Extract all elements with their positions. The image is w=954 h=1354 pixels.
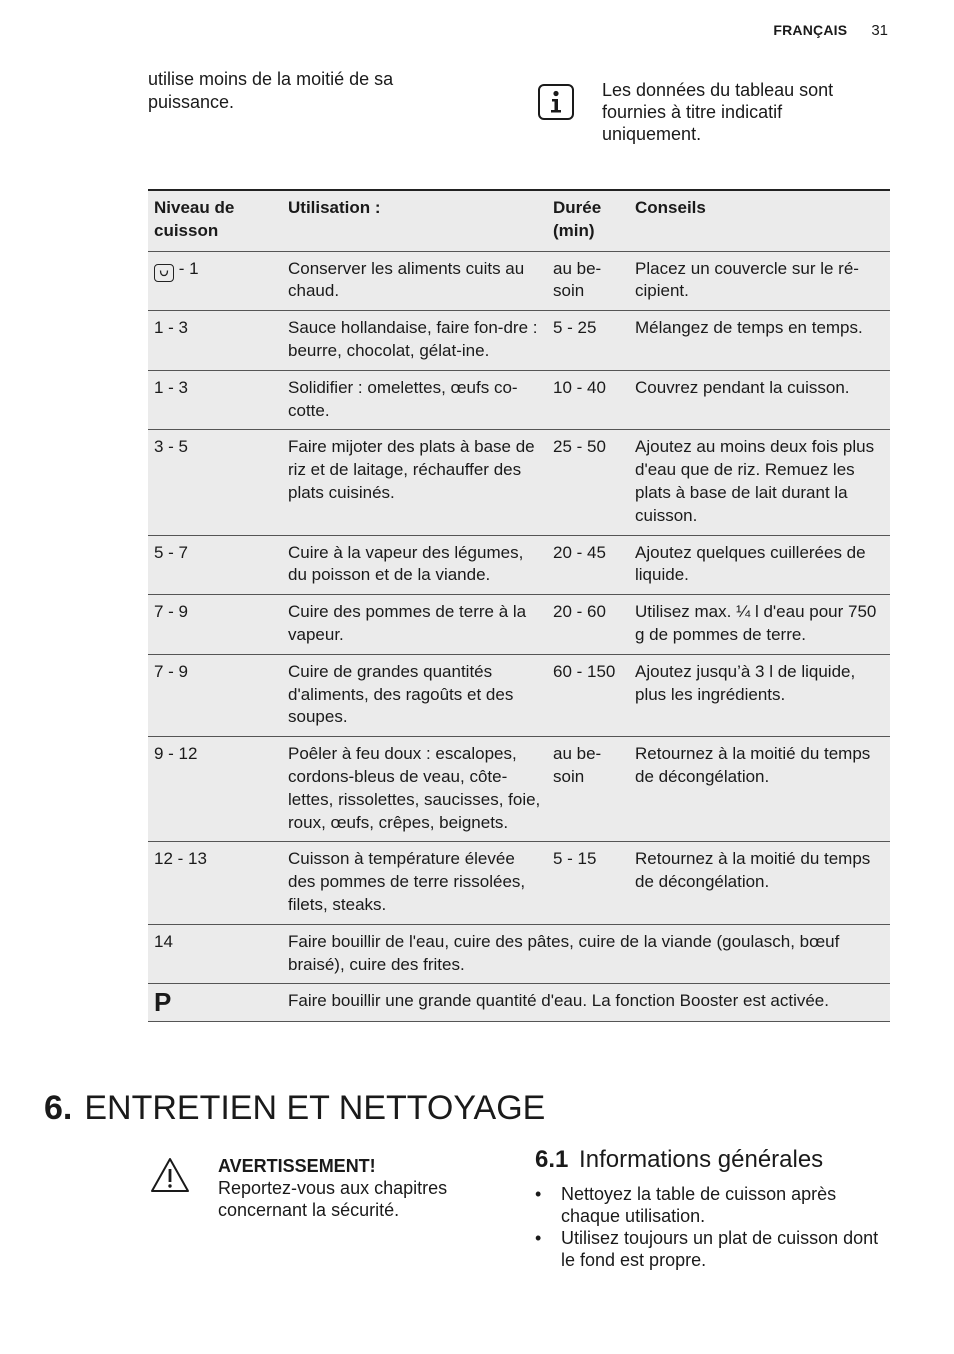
warning-title: AVERTISSEMENT! (218, 1156, 376, 1176)
usage-cell: Cuire à la vapeur des légumes, du poisson et de la viande. (282, 535, 547, 595)
level-cell: 14 (148, 924, 282, 984)
page-header (773, 22, 888, 39)
usage-cell: Cuisson à température élevée des pommes de terre rissolées, filets, steaks. (282, 842, 547, 924)
table-row (148, 430, 890, 535)
header-level: Niveau de cuisson (148, 190, 282, 251)
usage-cell: Faire mijoter des plats à base de riz et de laitage, réchauffer des plats cuisinés. (282, 430, 547, 535)
usage-cell: Sauce hollandaise, faire fon-dre : beurre, chocolat, gélat-ine. (282, 311, 547, 371)
tips-cell: Utilisez max. ¼ l d'eau pour 750 g de pommes de terre. (629, 595, 890, 655)
usage-cell: Cuire de grandes quantités d'aliments, des ragoûts et des soupes. (282, 654, 547, 736)
duration-cell: 20 - 45 (547, 535, 629, 595)
warning-note (150, 1155, 470, 1221)
list-item: • Utilisez toujours un plat de cuisson dont le fond est propre. (535, 1227, 895, 1271)
table-header-row (148, 190, 890, 251)
header-language: FRANÇAIS (773, 22, 848, 38)
section-title-text: ENTRETIEN ET NETTOYAGE (84, 1089, 546, 1127)
tips-cell: Placez un couvercle sur le ré-cipient. (629, 251, 890, 311)
usage-cell: Solidifier : omelettes, œufs co-cotte. (282, 370, 547, 430)
usage-cell: Faire bouillir de l'eau, cuire des pâtes, cuire de la viande (goulasch, bœuf braisé), cuire des frites. (282, 924, 890, 984)
table-row (148, 842, 890, 924)
intro-text: utilise moins de la moitié de sa puissance. (148, 69, 394, 112)
subsection-title (535, 1143, 895, 1177)
level-cell: 7 - 9 (148, 595, 282, 655)
table-row (148, 535, 890, 595)
bullet-list (535, 1183, 895, 1271)
info-note (538, 79, 888, 145)
table-row (148, 654, 890, 736)
keep-warm-icon (154, 264, 174, 282)
usage-cell: Poêler à feu doux : escalopes, cordons-bleus de veau, côte-lettes, rissolettes, saucisses, foie, roux, œufs, crêpes, beignets. (282, 737, 547, 842)
info-icon (538, 84, 574, 120)
tips-cell: Mélangez de temps en temps. (629, 311, 890, 371)
warning-text: Reportez-vous aux chapitres concernant la sécurité. (218, 1178, 448, 1220)
usage-cell: Conserver les aliments cuits au chaud. (282, 251, 547, 311)
cooking-table (148, 189, 890, 1022)
header-duration: Durée (min) (547, 190, 629, 251)
header-usage: Utilisation : (282, 190, 547, 251)
duration-cell: 20 - 60 (547, 595, 629, 655)
table-row (148, 737, 890, 842)
tips-cell: Retournez à la moitié du temps de décongélation. (629, 737, 890, 842)
level-cell: 7 - 9 (148, 654, 282, 736)
tips-cell: Ajoutez quelques cuillerées de liquide. (629, 535, 890, 595)
level-cell: 5 - 7 (148, 535, 282, 595)
list-item: • Nettoyez la table de cuisson après chaque utilisation. (535, 1183, 895, 1227)
tips-cell: Retournez à la moitié du temps de décongélation. (629, 842, 890, 924)
usage-cell: Cuire des pommes de terre à la vapeur. (282, 595, 547, 655)
tips-cell: Ajoutez jusqu’à 3 l de liquide, plus les ingrédients. (629, 654, 890, 736)
level-value: - 1 (178, 258, 199, 278)
table-row (148, 595, 890, 655)
level-cell: 9 - 12 (148, 737, 282, 842)
booster-symbol: P (148, 984, 282, 1022)
level-cell: 1 - 3 (148, 311, 282, 371)
tips-cell: Couvrez pendant la cuisson. (629, 370, 890, 430)
level-cell: 12 - 13 (148, 842, 282, 924)
level-cell: 3 - 5 (148, 430, 282, 535)
level-cell: 1 - 3 (148, 370, 282, 430)
table-row (148, 251, 890, 311)
duration-cell: 10 - 40 (547, 370, 629, 430)
table-row (148, 984, 890, 1022)
level-cell (148, 251, 282, 311)
table-row (148, 370, 890, 430)
subsection-title-text: Informations générales (579, 1146, 824, 1173)
duration-cell: 5 - 25 (547, 311, 629, 371)
tips-cell: Ajoutez au moins deux fois plus d'eau que de riz. Remuez les plats à base de lait durant la cuisson. (629, 430, 890, 535)
info-text: Les données du tableau sont fournies à titre indicatif uniquement. (602, 80, 834, 144)
duration-cell: 60 - 150 (547, 654, 629, 736)
duration-cell: au be-soin (547, 737, 629, 842)
section-number: 6. (44, 1089, 73, 1127)
header-tips: Conseils (629, 190, 890, 251)
duration-cell: 25 - 50 (547, 430, 629, 535)
usage-cell: Faire bouillir une grande quantité d'eau. La fonction Booster est activée. (282, 984, 890, 1022)
page-number: 31 (871, 22, 888, 39)
subsection-number: 6.1 (535, 1146, 569, 1173)
table-row (148, 311, 890, 371)
subsection-general-info (535, 1143, 895, 1271)
duration-cell: au be-soin (547, 251, 629, 311)
duration-cell: 5 - 15 (547, 842, 629, 924)
warning-icon (150, 1157, 190, 1198)
section-title (44, 1086, 545, 1130)
table-row (148, 924, 890, 984)
